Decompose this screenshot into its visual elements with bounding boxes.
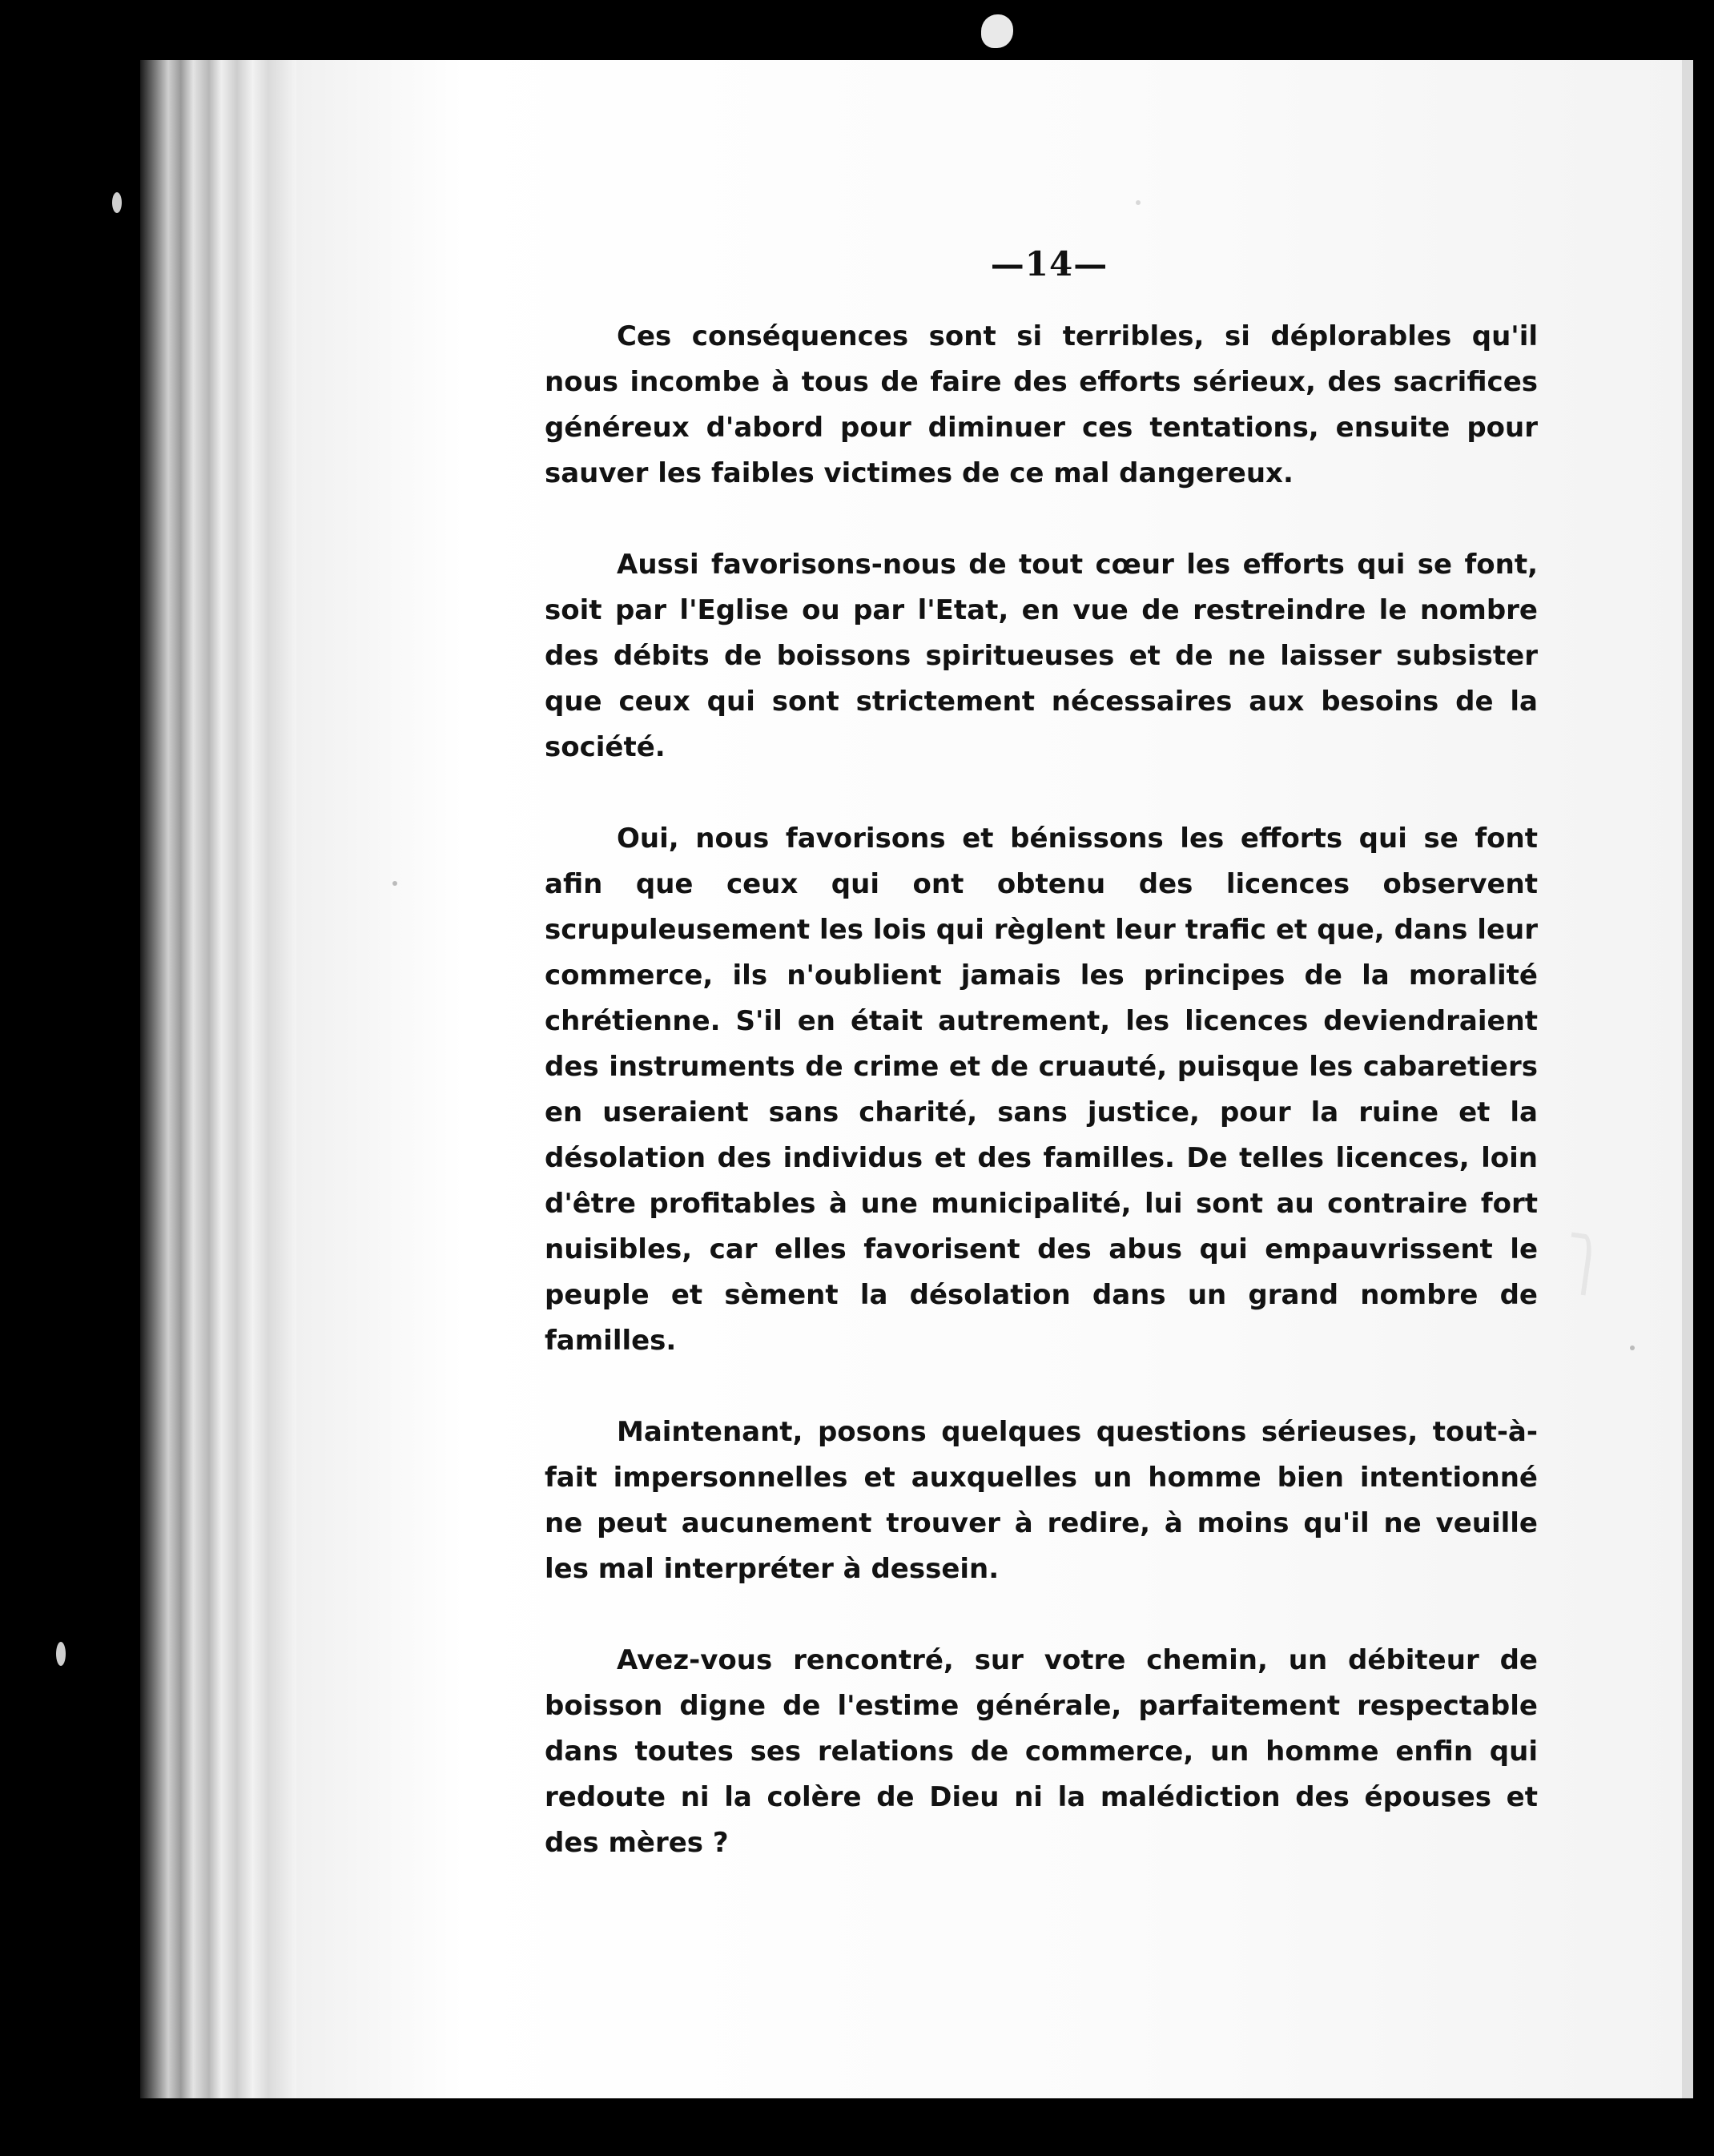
paragraph-3: Oui, nous favorisons et bénissons les efforts qui se font afin que ceux qui ont obtenu des licences observent scrupuleusement les lois qui règlent leur trafic et que, dans leur commerce, ils n'oublient jamais les principes de la moralité chrétienne. S'il en était autrement, les licences deviendraient des instruments de crime et de cruauté, puisque les cabaretiers en useraient sans charité, sans justice, pour la ruine et la désolation des individus et des familles. De telles licences, loin d'être profitables à une municipalité, lui sont au contraire fort nuisibles, car elles favorisent des abus qui empauvrissent le peuple et sèment la désolation dans un grand nombre de familles. <box>545 823 1538 1357</box>
ink-blot <box>981 14 1013 48</box>
page-number: —14— <box>990 244 1108 284</box>
speck <box>392 881 397 886</box>
speck <box>1630 1345 1635 1350</box>
speck <box>56 1642 66 1666</box>
speck <box>1136 200 1141 205</box>
paragraph-2: Aussi favorisons-nous de tout cœur les efforts qui se font, soit par l'Eglise ou par l'Etat, en vue de restreindre le nombre des débits de boissons spiritueuses et de ne laisser subsister que ceux qui sont strictement nécessaires aux besoins de la société. <box>545 549 1538 763</box>
speck <box>112 192 122 213</box>
book-spine <box>140 60 296 2098</box>
paragraph-1: Ces conséquences sont si terribles, si déplorables qu'il nous incombe à tous de faire des efforts sérieux, des sacrifices généreux d'abord pour diminuer ces tentations, ensuite pour sauver les faibles victimes de ce mal dangereux. <box>545 320 1538 489</box>
paragraph-4: Maintenant, posons quelques questions sérieuses, tout-à-fait impersonnelles et auxquelles un homme bien intentionné ne peut aucunement trouver à redire, à moins qu'il ne veuille les mal interpréter à dessein. <box>545 1416 1538 1585</box>
page-edge <box>1682 60 1693 2098</box>
body-text <box>545 314 1538 1912</box>
paragraph-5: Avez-vous rencontré, sur votre chemin, un débiteur de boisson digne de l'estime générale, parfaitement respectable dans toutes ses relations de commerce, un homme enfin qui redoute ni la colère de Dieu ni la malédiction des épouses et des mères ? <box>545 1644 1538 1859</box>
